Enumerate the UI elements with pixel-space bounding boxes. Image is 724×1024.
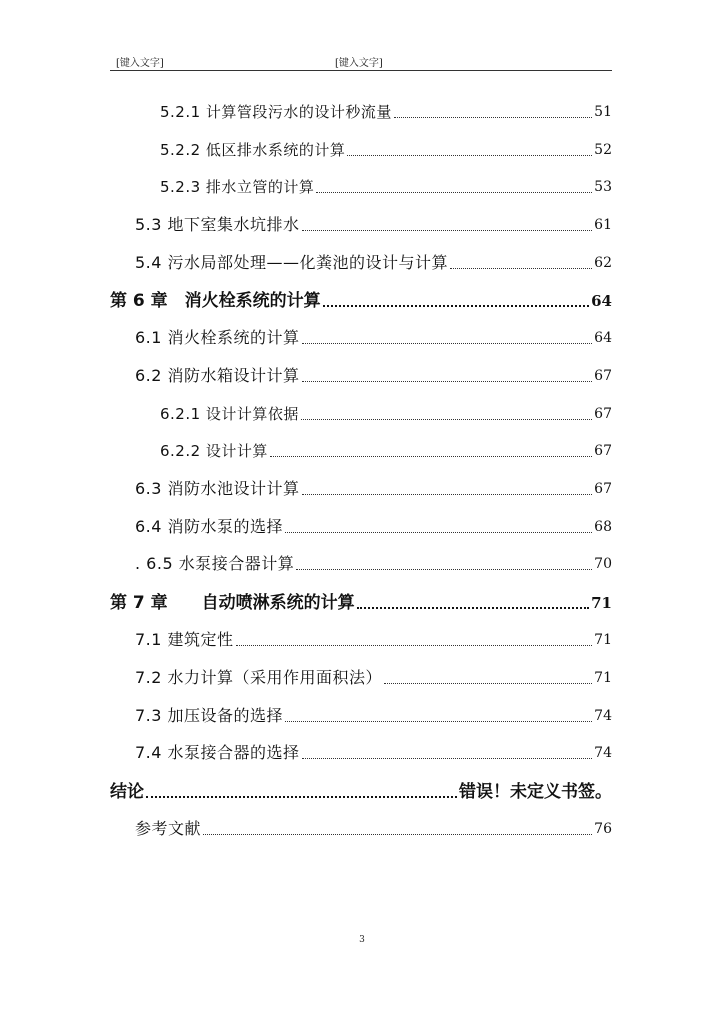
toc-entry-page: 68 — [594, 519, 612, 535]
toc-entry-page: 67 — [594, 481, 612, 497]
header-divider — [110, 70, 612, 71]
toc-entry-page: 67 — [594, 406, 612, 422]
dot-leader — [270, 456, 592, 457]
dot-leader — [285, 532, 592, 533]
toc-entry-label: 5.2.3 排水立管的计算 — [160, 178, 315, 196]
toc-entry-label: 5.2.1 计算管段污水的设计秒流量 — [160, 103, 392, 121]
toc-entry-label: 6.1 消火栓系统的计算 — [135, 328, 300, 347]
toc-entry-page: 64 — [594, 330, 612, 346]
dot-leader — [203, 834, 592, 835]
toc-entry-label: 7.4 水泵接合器的选择 — [135, 743, 300, 762]
toc-entry-label: 5.4 污水局部处理——化粪池的设计与计算 — [135, 253, 449, 272]
toc-entry-label: 6.2.1 设计计算依据 — [160, 405, 299, 423]
toc-entry-page: 71 — [591, 594, 612, 612]
toc-entry-conclusion[interactable] — [110, 778, 612, 802]
toc-entry-chapter-6[interactable] — [110, 287, 612, 311]
toc-entry-label: 6.2 消防水箱设计计算 — [135, 366, 300, 385]
dot-leader — [296, 569, 592, 570]
toc-entry-6-2-1[interactable] — [160, 400, 612, 424]
dot-leader — [302, 343, 593, 344]
toc-entry-7-1[interactable] — [135, 626, 612, 650]
dot-leader — [323, 305, 589, 307]
toc-entry-label: 5.3 地下室集水坑排水 — [135, 215, 300, 234]
dot-leader — [301, 419, 592, 420]
toc-entry-7-3[interactable] — [135, 702, 612, 726]
toc-entry-label: 参考文献 — [135, 819, 202, 838]
toc-entry-label: 第 7 章 自动喷淋系统的计算 — [110, 593, 355, 613]
toc-entry-label: 第 6 章 消火栓系统的计算 — [110, 291, 321, 311]
toc-entry-page: 70 — [594, 556, 612, 572]
toc-entry-5-2-3[interactable] — [160, 173, 612, 197]
dot-leader — [450, 268, 592, 269]
toc-entry-label: 7.2 水力计算（采用作用面积法） — [135, 668, 383, 687]
header-left-text: [键入文字] — [116, 58, 164, 69]
toc-entry-5-2-2[interactable] — [160, 136, 612, 160]
toc-entry-page: 67 — [594, 443, 612, 459]
dot-leader — [302, 758, 593, 759]
dot-leader — [302, 494, 593, 495]
toc-entry-page: 71 — [594, 632, 612, 648]
toc-entry-label: 6.3 消防水池设计计算 — [135, 479, 300, 498]
toc-entry-5-2-1[interactable] — [160, 98, 612, 122]
toc-entry-page: 52 — [594, 142, 612, 158]
toc-entry-page: 51 — [594, 104, 612, 120]
toc-entry-page: 71 — [594, 670, 612, 686]
header-center-text: [键入文字] — [335, 58, 383, 69]
dot-leader — [316, 192, 592, 193]
toc-entry-label: 6.4 消防水泵的选择 — [135, 517, 284, 536]
dot-leader — [384, 683, 592, 684]
toc-entry-page: 74 — [594, 745, 612, 761]
toc-entry-7-2[interactable] — [135, 664, 612, 688]
toc-entry-page: 53 — [594, 179, 612, 195]
dot-leader — [146, 796, 457, 798]
toc-entry-7-4[interactable] — [135, 739, 612, 763]
toc-entry-page: 错误！未定义书签。 — [459, 782, 612, 802]
toc-entry-6-5[interactable] — [135, 550, 612, 574]
dot-leader — [236, 645, 593, 646]
toc-entry-label: 结论 — [110, 782, 144, 802]
toc-entry-page: 64 — [591, 292, 612, 310]
toc-entry-page: 74 — [594, 708, 612, 724]
toc-entry-label: . 6.5 水泵接合器计算 — [135, 554, 295, 573]
dot-leader — [285, 721, 592, 722]
toc-entry-6-2-2[interactable] — [160, 437, 612, 461]
toc-entry-6-4[interactable] — [135, 513, 612, 537]
toc-entry-5-4[interactable] — [135, 249, 612, 273]
toc-entry-label: 7.1 建筑定性 — [135, 630, 234, 649]
toc-entry-page: 67 — [594, 368, 612, 384]
toc-entry-6-3[interactable] — [135, 475, 612, 499]
page-number: 3 — [359, 935, 365, 945]
toc-entry-page: 76 — [594, 821, 612, 837]
toc-entry-page: 61 — [594, 217, 612, 233]
toc-entry-chapter-7[interactable] — [110, 589, 612, 613]
dot-leader — [302, 381, 593, 382]
toc-entry-label: 5.2.2 低区排水系统的计算 — [160, 141, 346, 159]
dot-leader — [302, 230, 593, 231]
toc-entry-6-2[interactable] — [135, 362, 612, 386]
toc-entry-label: 7.3 加压设备的选择 — [135, 706, 284, 725]
toc-entry-5-3[interactable] — [135, 211, 612, 235]
dot-leader — [357, 607, 589, 609]
dot-leader — [394, 117, 592, 118]
dot-leader — [347, 155, 592, 156]
toc-entry-label: 6.2.2 设计计算 — [160, 442, 268, 460]
toc-entry-page: 62 — [594, 255, 612, 271]
toc-entry-6-1[interactable] — [135, 324, 612, 348]
toc-entry-references[interactable] — [135, 815, 612, 839]
